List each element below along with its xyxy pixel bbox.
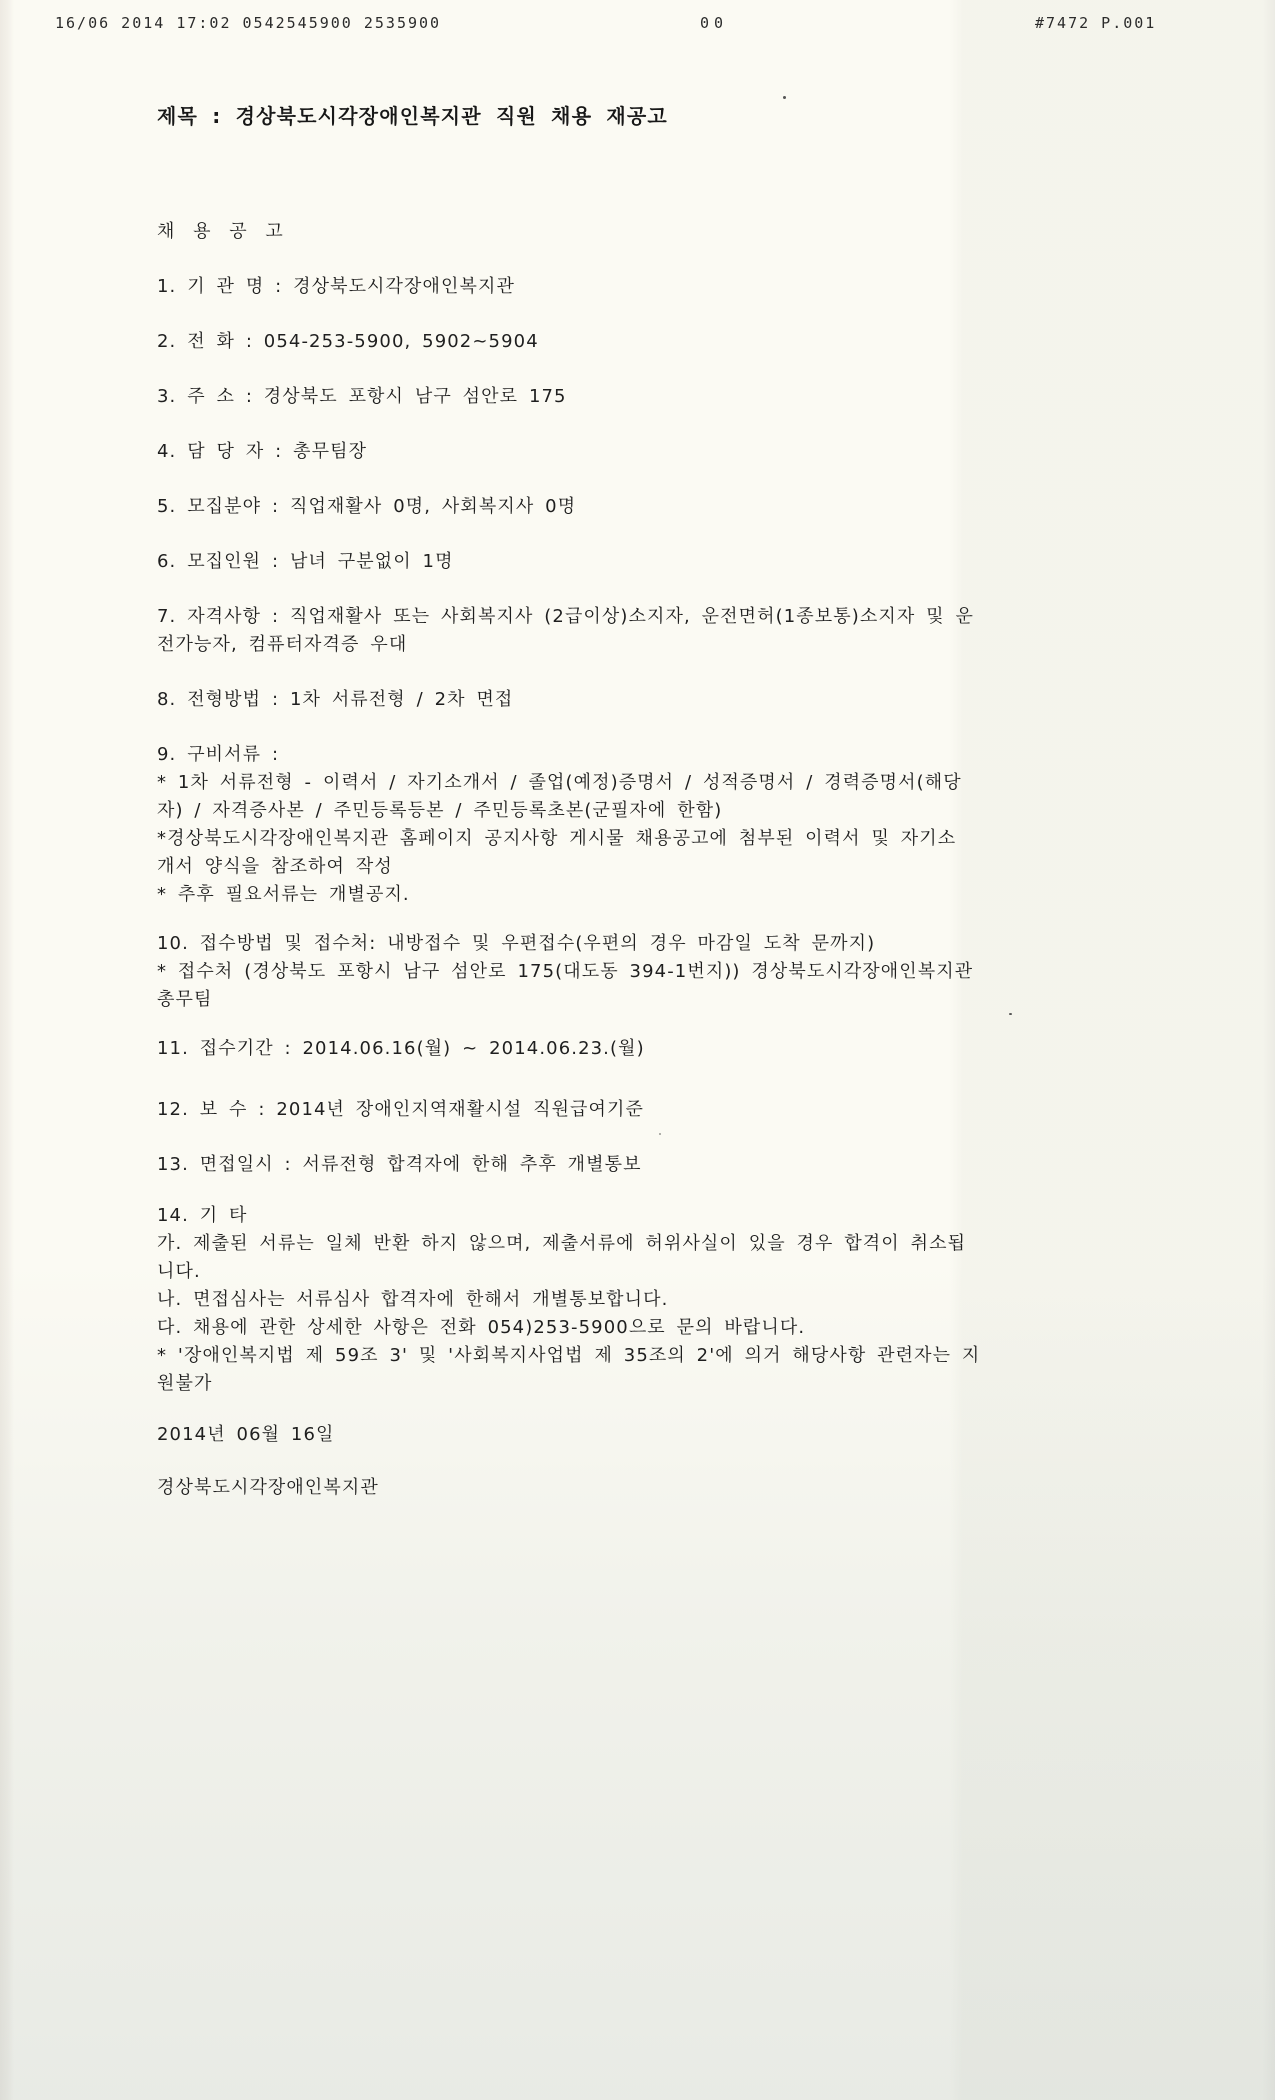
scan-noise-dot [783, 96, 786, 99]
doc-line: 1. 기 관 명 : 경상북도시각장애인복지관 [157, 276, 515, 297]
doc-line: 니다. [157, 1261, 201, 1282]
doc-line: 가. 제출된 서류는 일체 반환 하지 않으며, 제출서류에 허위사실이 있을 경우 합격이 취소됩 [157, 1233, 967, 1254]
doc-line: * 1차 서류전형 - 이력서 / 자기소개서 / 졸업(예정)증명서 / 성적증명서 / 경력증명서(해당 [157, 772, 962, 793]
signature-line: 경상북도시각장애인복지관 [157, 1477, 379, 1498]
doc-line: 3. 주 소 : 경상북도 포항시 남구 섬안로 175 [157, 386, 567, 407]
notice-heading: 채 용 공 고 [157, 221, 285, 242]
doc-line: 13. 면접일시 : 서류전형 합격자에 한해 추후 개별통보 [157, 1154, 642, 1175]
fax-header-code: 00 [700, 14, 729, 32]
doc-line: 7. 자격사항 : 직업재활사 또는 사회복지사 (2급이상)소지자, 운전면허(1종보통)소지자 및 운 [157, 606, 974, 627]
doc-line: 6. 모집인원 : 남녀 구분없이 1명 [157, 551, 454, 572]
doc-line: 9. 구비서류 : [157, 744, 280, 765]
document-title: 제목 : 경상북도시각장애인복지관 직원 채용 재공고 [157, 104, 668, 128]
doc-line: 5. 모집분야 : 직업재활사 0명, 사회복지사 0명 [157, 496, 577, 517]
date-line: 2014년 06월 16일 [157, 1424, 335, 1445]
doc-line: 총무팀 [157, 989, 213, 1010]
scan-noise-dot [1009, 1013, 1012, 1015]
doc-line: 자) / 자격증사본 / 주민등록등본 / 주민등록초본(군필자에 한함) [157, 800, 723, 821]
doc-line: 10. 접수방법 및 접수처: 내방접수 및 우편접수(우편의 경우 마감일 도착 문까지) [157, 933, 876, 954]
doc-line: 14. 기 타 [157, 1205, 248, 1226]
document-body [157, 218, 1217, 1501]
doc-line: * 접수처 (경상북도 포항시 남구 섬안로 175(대도동 394-1번지)) 경상북도시각장애인복지관 [157, 961, 974, 982]
doc-line: 11. 접수기간 : 2014.06.16(월) ~ 2014.06.23.(월) [157, 1038, 645, 1059]
doc-line: * 추후 필요서류는 개별공지. [157, 884, 410, 905]
doc-line: * '장애인복지법 제 59조 3' 및 '사회복지사업법 제 35조의 2'에 의거 해당사항 관련자는 지 [157, 1345, 981, 1366]
fax-header-datetime: 16/06 2014 17:02 0542545900 2535900 [55, 14, 442, 32]
doc-line: 8. 전형방법 : 1차 서류전형 / 2차 면접 [157, 689, 514, 710]
doc-line: 다. 채용에 관한 상세한 사항은 전화 054)253-5900으로 문의 바랍니다. [157, 1317, 806, 1338]
fax-header-page-ref: #7472 P.001 [1035, 14, 1157, 32]
doc-line: 4. 담 당 자 : 총무팀장 [157, 441, 368, 462]
doc-line: *경상북도시각장애인복지관 홈페이지 공지사항 게시물 채용공고에 첨부된 이력서 및 자기소 [157, 828, 957, 849]
doc-line: 원불가 [157, 1373, 213, 1394]
doc-line: 12. 보 수 : 2014년 장애인지역재활시설 직원급여기준 [157, 1099, 645, 1120]
doc-line: 개서 양식을 참조하여 작성 [157, 856, 393, 877]
doc-line: 전가능자, 컴퓨터자격증 우대 [157, 634, 408, 655]
doc-line: 나. 면접심사는 서류심사 합격자에 한해서 개별통보합니다. [157, 1289, 669, 1310]
scan-noise-dot [659, 1133, 661, 1135]
doc-line: 2. 전 화 : 054-253-5900, 5902~5904 [157, 331, 539, 352]
